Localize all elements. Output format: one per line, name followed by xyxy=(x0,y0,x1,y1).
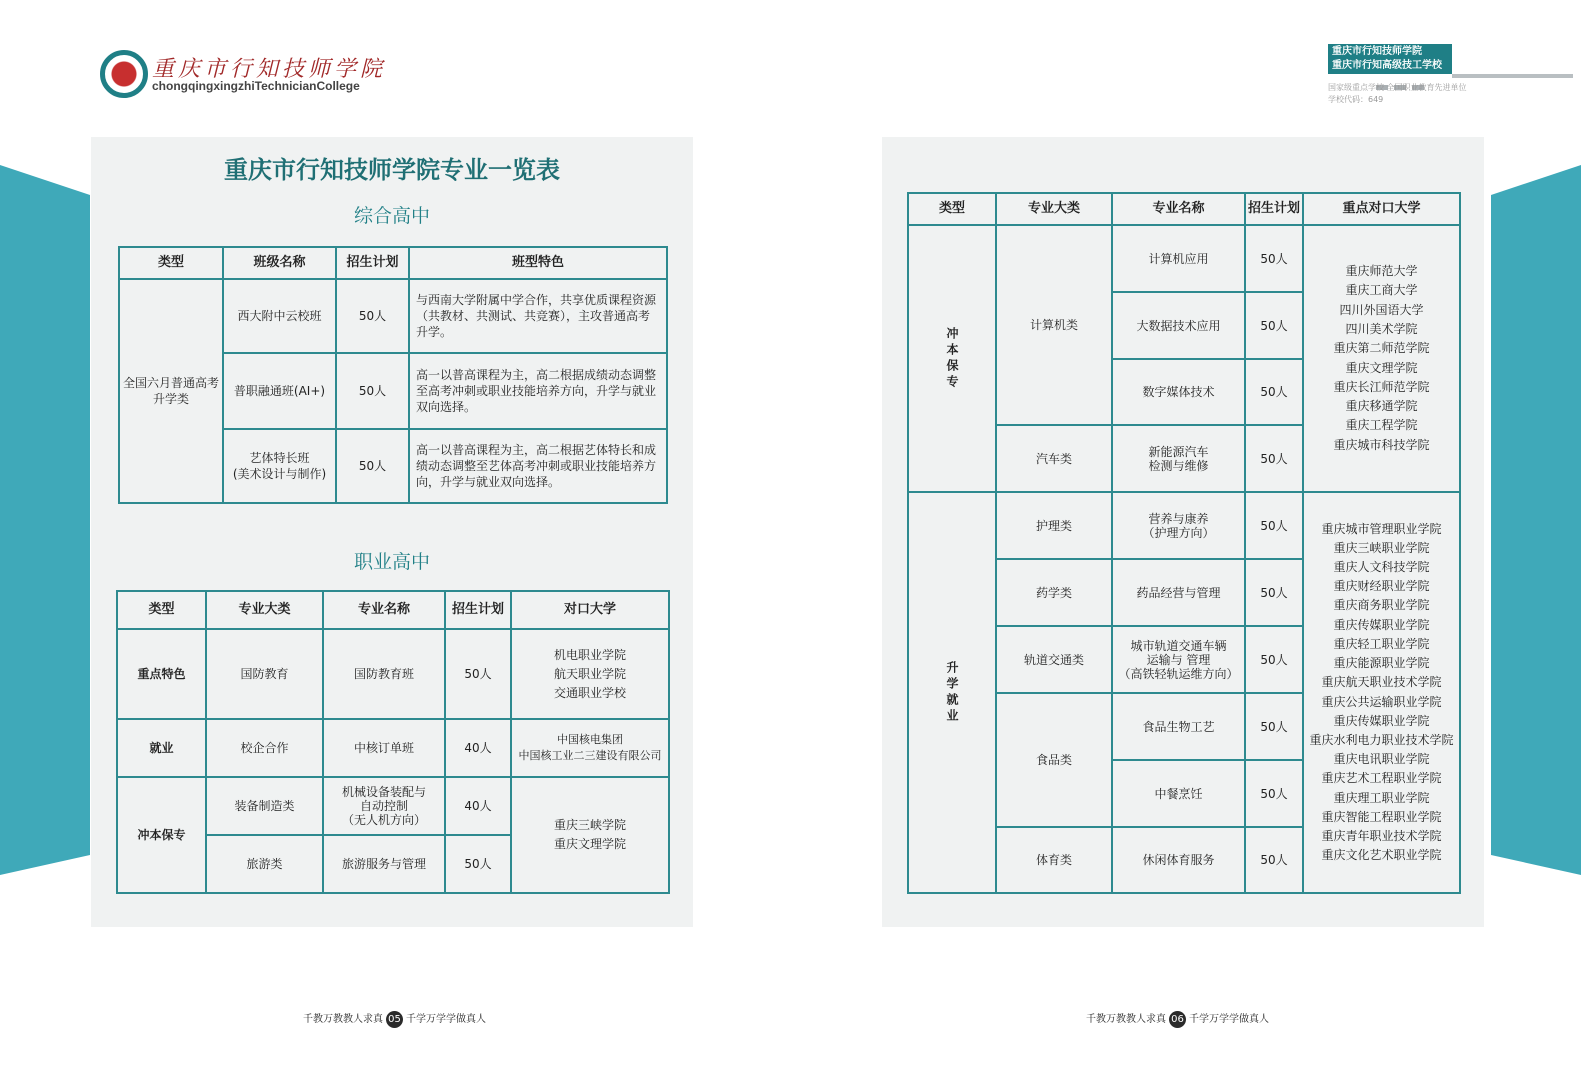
corner-ticks xyxy=(1376,75,1456,80)
page-number: 05 xyxy=(386,1011,403,1028)
major-cell: 旅游服务与管理 xyxy=(323,835,445,893)
major-cell: 营养与康养 （护理方向） xyxy=(1112,492,1245,559)
section-title-comprehensive: 综合高中 xyxy=(353,205,430,227)
corner-brand-line1: 重庆市行知技师学院 xyxy=(1332,46,1422,57)
plan-cell: 50人 xyxy=(1245,292,1303,359)
type-cell: 重点特色 xyxy=(117,629,206,719)
university-cell: 重庆师范大学 重庆工商大学 四川外国语大学 四川美术学院 重庆第二师范学院 重庆文理学院 重庆长江师范学院 重庆移通学院 重庆工程学院 重庆城市科技学院 xyxy=(1303,225,1460,492)
plan-cell: 50人 xyxy=(1245,492,1303,559)
major-cell: 中餐烹饪 xyxy=(1112,760,1245,827)
major-cell: 药品经营与管理 xyxy=(1112,559,1245,626)
table-header: 类型 xyxy=(908,193,996,225)
class-name-cell: 艺体特长班 (美术设计与制作) xyxy=(223,429,336,503)
major-cell: 休闲体育服务 xyxy=(1112,827,1245,893)
footer-right-page xyxy=(1086,1010,1269,1028)
category-cell: 计算机类 xyxy=(996,225,1112,425)
plan-cell: 50人 xyxy=(1245,760,1303,827)
table-header: 类型 xyxy=(119,247,223,279)
footer-motto-left: 千教万教教人求真 xyxy=(303,1014,383,1025)
corner-subtitle-line2: 学校代码：649 xyxy=(1328,95,1384,104)
plan-cell: 50人 xyxy=(336,429,409,503)
table-header: 专业名称 xyxy=(323,591,445,629)
university-cell: 中国核电集团 中国核工业二三建设有限公司 xyxy=(511,719,669,777)
college-logo xyxy=(100,48,390,104)
category-cell: 校企合作 xyxy=(206,719,323,777)
university-cell: 重庆城市管理职业学院 重庆三峡职业学院 重庆人文科技学院 重庆财经职业学院 重庆商务职业学院 重庆传媒职业学院 重庆轻工职业学院 重庆能源职业学院 重庆航天职业技术学院 重庆公共运输职业学院 重庆传媒职业学院 重庆水利电力职业技术学院 重庆电讯职业学院 重庆艺术工程职业学院 重庆理工职业学院 重庆智能工程职业学院 重庆青年职业技术学院 重庆文化艺术职业学院 xyxy=(1303,492,1460,893)
class-name-cell: 西大附中云校班 xyxy=(223,279,336,353)
university-cell: 机电职业学院 航天职业学院 交通职业学校 xyxy=(511,629,669,719)
table-header: 对口大学 xyxy=(511,591,669,629)
corner-subtitle-line1: 国家级重点学校 全国职业教育先进单位 xyxy=(1328,83,1467,92)
vocational-table xyxy=(116,590,670,894)
table-header: 重点对口大学 xyxy=(1303,193,1460,225)
type-cell: 全国六月普通高考升学类 xyxy=(119,279,223,503)
plan-cell: 50人 xyxy=(1245,359,1303,425)
major-cell: 新能源汽车 检测与维修 xyxy=(1112,425,1245,492)
category-cell: 旅游类 xyxy=(206,835,323,893)
corner-brand-line2: 重庆市行知高级技工学校 xyxy=(1332,60,1442,71)
section-title-vocational: 职业高中 xyxy=(353,551,430,573)
category-cell: 汽车类 xyxy=(996,425,1112,492)
category-cell: 轨道交通类 xyxy=(996,626,1112,693)
corner-subtitle xyxy=(1328,82,1573,106)
plan-cell: 50人 xyxy=(336,279,409,353)
category-cell: 药学类 xyxy=(996,559,1112,626)
table-header: 招生计划 xyxy=(445,591,511,629)
plan-cell: 50人 xyxy=(1245,827,1303,893)
plan-cell: 50人 xyxy=(1245,626,1303,693)
footer-motto-left: 千教万教教人求真 xyxy=(1086,1014,1166,1025)
feature-cell: 高一以普高课程为主，高二根据艺体特长和成绩动态调整至艺体高考冲刺或职业技能培养方向，升学与就业双向选择。 xyxy=(409,429,667,503)
major-cell: 食品生物工艺 xyxy=(1112,693,1245,760)
category-cell: 食品类 xyxy=(996,693,1112,827)
table-header: 班型特色 xyxy=(409,247,667,279)
left-decor-band xyxy=(0,165,90,875)
plan-cell: 50人 xyxy=(445,835,511,893)
logo-chinese-name: 重庆市行知技师学院 xyxy=(152,57,387,82)
table-header: 专业大类 xyxy=(996,193,1112,225)
page-title: 重庆市行知技师学院专业一览表 xyxy=(224,156,560,184)
university-cell: 重庆三峡学院 重庆文理学院 xyxy=(511,777,669,893)
majors-table xyxy=(907,192,1461,894)
major-cell: 机械设备装配与 自动控制 （无人机方向） xyxy=(323,777,445,835)
major-cell: 国防教育班 xyxy=(323,629,445,719)
plan-cell: 50人 xyxy=(336,353,409,429)
right-decor-band xyxy=(1491,165,1581,875)
plan-cell: 50人 xyxy=(1245,559,1303,626)
feature-cell: 高一以普高课程为主，高二根据成绩动态调整至高考冲刺或职业技能培养方向，升学与就业双向选择。 xyxy=(409,353,667,429)
footer-motto-right: 千学万学学做真人 xyxy=(406,1014,486,1025)
category-cell: 国防教育 xyxy=(206,629,323,719)
logo-english-name: chongqingxingzhiTechnicianCollege xyxy=(152,79,360,93)
type-cell: 就业 xyxy=(117,719,206,777)
table-header: 专业名称 xyxy=(1112,193,1245,225)
table-header: 专业大类 xyxy=(206,591,323,629)
type-cell: 冲本保专 xyxy=(117,777,206,893)
category-cell: 装备制造类 xyxy=(206,777,323,835)
table-header: 招生计划 xyxy=(336,247,409,279)
major-cell: 中核订单班 xyxy=(323,719,445,777)
feature-cell: 与西南大学附属中学合作，共享优质课程资源（共教材、共测试、共竞赛），主攻普通高考升学。 xyxy=(409,279,667,353)
corner-brand-box xyxy=(1328,44,1452,74)
plan-cell: 50人 xyxy=(1245,225,1303,292)
plan-cell: 50人 xyxy=(445,629,511,719)
major-cell: 大数据技术应用 xyxy=(1112,292,1245,359)
footer-motto-right: 千学万学学做真人 xyxy=(1189,1014,1269,1025)
plan-cell: 50人 xyxy=(1245,425,1303,492)
major-cell: 城市轨道交通车辆 运输与 管理 （高铁轻轨运维方向） xyxy=(1112,626,1245,693)
major-cell: 数字媒体技术 xyxy=(1112,359,1245,425)
comprehensive-table xyxy=(118,246,668,504)
page-number: 06 xyxy=(1169,1011,1186,1028)
college-emblem-icon xyxy=(100,50,148,98)
table-header: 类型 xyxy=(117,591,206,629)
corner-divider xyxy=(1452,74,1573,78)
class-name-cell: 普职融通班(AI+) xyxy=(223,353,336,429)
footer-left-page xyxy=(303,1010,486,1028)
type-cell: 冲本保专 xyxy=(908,225,996,492)
plan-cell: 50人 xyxy=(1245,693,1303,760)
major-cell: 计算机应用 xyxy=(1112,225,1245,292)
category-cell: 体育类 xyxy=(996,827,1112,893)
plan-cell: 40人 xyxy=(445,719,511,777)
corner-brand xyxy=(1328,44,1573,109)
plan-cell: 40人 xyxy=(445,777,511,835)
table-header: 班级名称 xyxy=(223,247,336,279)
type-cell: 升学就业 xyxy=(908,492,996,893)
table-header: 招生计划 xyxy=(1245,193,1303,225)
category-cell: 护理类 xyxy=(996,492,1112,559)
